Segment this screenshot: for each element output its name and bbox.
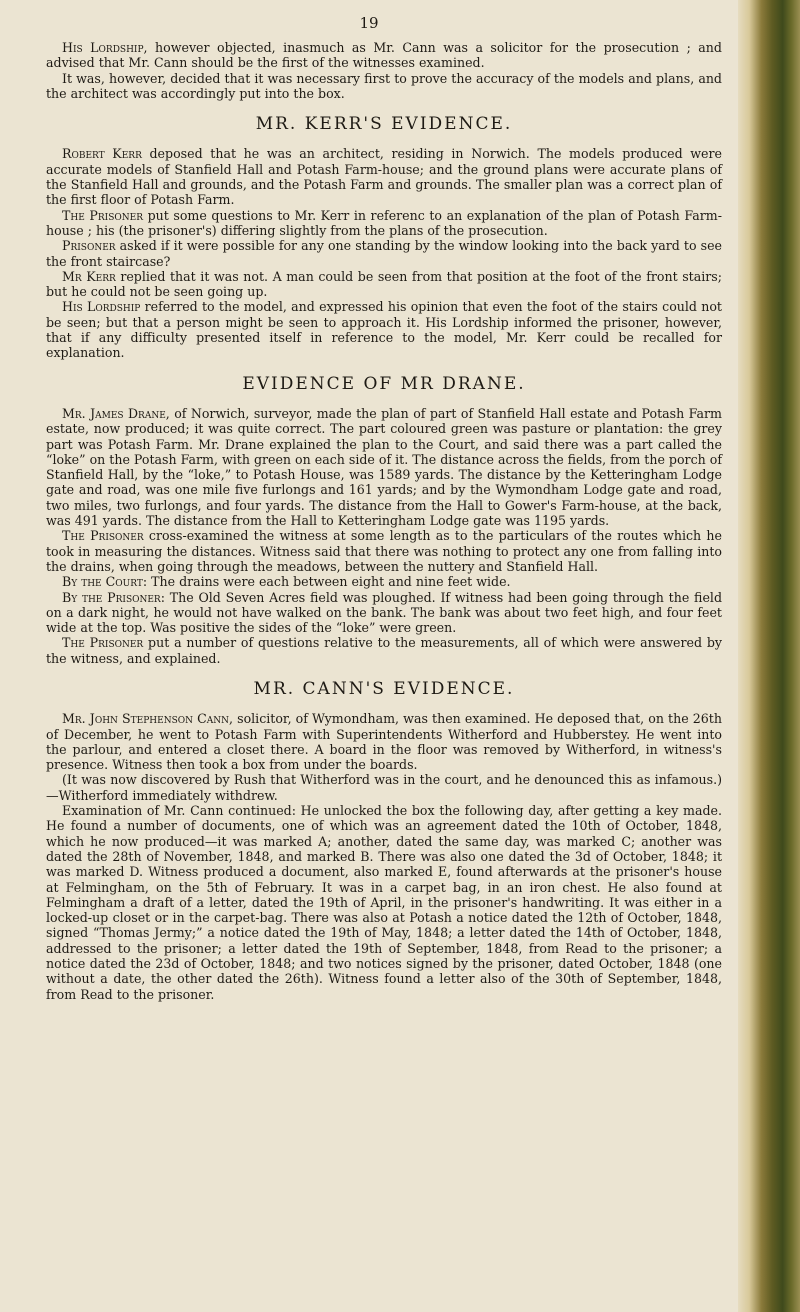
kerr-paragraph: Prisoner asked if it were possible for any one standing by the window looking into the back yard to see the front staircase? xyxy=(46,238,722,269)
page-body xyxy=(46,40,722,1002)
section-heading-drane: EVIDENCE OF MR DRANE. xyxy=(242,373,526,394)
drane-paragraph: By the Court: The drains were each between eight and nine feet wide. xyxy=(62,574,511,590)
drane-paragraph: The Prisoner cross-examined the witness at some length as to the particulars of the routes which he took in measuring the distances. Witness said that there was nothing to protect any one from falling into the drains, when going through the meadows, between the nuttery and Stanfield Hall. xyxy=(46,528,722,574)
page-number: 19 xyxy=(359,14,379,32)
cann-paragraph: Mr. John Stephenson Cann, solicitor, of Wymondham, was then examined. He deposed that, on the 26th of December, he went to Potash Farm with Superintendents Witherford and Hubberstey. He went into the parlour, and entered a closet there. A board in the floor was removed by Witherford, in witness's presence. Witness then took a box from under the boards. xyxy=(46,711,722,773)
kerr-paragraph: His Lordship referred to the model, and expressed his opinion that even the foot of the stairs could not be seen; but that a person might be seen to approach it. His Lordship informed the prisoner, however, that if any difficulty presented itself in reference to the model, Mr. Kerr could be recalled for explanation. xyxy=(46,299,722,361)
cann-paragraph: (It was now discovered by Rush that Witherford was in the court, and he denounced this as infamous.)—Witherford immediately withdrew. xyxy=(46,772,722,803)
kerr-paragraph: Mr Kerr replied that it was not. A man could be seen from that position at the foot of the front stairs; but he could not be seen going up. xyxy=(46,268,722,300)
kerr-paragraph: Robert Kerr deposed that he was an architect, residing in Norwich. The models produced were accurate models of Stanfield Hall and Potash Farm-house; and the ground plans were accurate plans of the Stanfield Hall and grounds, and the Potash Farm and grounds. The smaller plan was a correct plan of the first floor of Potash Farm. xyxy=(46,146,722,208)
kerr-paragraph: The Prisoner put some questions to Mr. Kerr in referenc to an explanation of the plan of Potash Farm-house ; his (the prisoner's) differing slightly from the plans of the prosecution. xyxy=(46,207,722,238)
drane-paragraph: Mr. James Drane, of Norwich, surveyor, made the plan of part of Stanfield Hall estate and Potash Farm estate, now produced; it was quite correct. The part coloured green was pasture or plantation: the grey part was Potash Farm. Mr. Drane explained the plan to the Court, and said there was a part called the “loke” on the Potash Farm, with green on each side of it. The distance across the fields, from the porch of Stanfield Hall, by the “loke,” to Potash House, was 1589 yards. The distance by the Ketteringham Lodge gate and road, was one mile five furlongs and 161 yards; and by the Wymondham Lodge gate and road, two miles, two furlongs, and four yards. The distance from the Hall to Gower's Farm-house, at the back, was 491 yards. The distance from the Hall to Ketteringham Lodge gate was 1195 yards. xyxy=(46,405,722,529)
binding-edge xyxy=(738,0,800,1312)
section-heading-cann: MR. CANN'S EVIDENCE. xyxy=(253,678,515,699)
cann-paragraph: Examination of Mr. Cann continued: He unlocked the box the following day, after getting a key made. He found a number of documents, one of which was an agreement dated the 10th of October, 1848, which he now produced—it was marked A; another, dated the same day, was marked C; another was dated the 28th of November, 1848, and marked B. There was also one dated the 3d of October, 1848; it was marked D. Witness produced a document, also marked E, found afterwards at the prisoner's house at Felmingham, on the 5th of February. It was in a carpet bag, in an iron chest. He also found at Felmingham a draft of a letter, dated the 19th of April, in the prisoner's handwriting. It was either in a locked-up closet or in the carpet-bag. There was also at Potash a notice dated the 12th of October, 1848, signed “Thomas Jermy;” a notice dated the 19th of May, 1848; a letter dated the 14th of October, 1848, addressed to the prisoner; a letter dated the 19th of September, 1848, from Read to the prisoner; a notice dated the 23d of October, 1848; and two notices signed by the prisoner, dated October, 1848 (one without a date, the other dated the 26th). Witness found a letter also of the 30th of September, 1848, from Read to the prisoner. xyxy=(46,803,722,1002)
intro-paragraph: His Lordship, however objected, inasmuch as Mr. Cann was a solicitor for the prosecution ; and advised that Mr. Cann should be the first of the witnesses examined. xyxy=(46,40,722,71)
drane-paragraph: The Prisoner put a number of questions relative to the measurements, all of which were answered by the witness, and explained. xyxy=(46,635,722,666)
drane-paragraph: By the Prisoner: The Old Seven Acres field was ploughed. If witness had been going through the field on a dark night, he would not have walked on the bank. The bank was about two feet high, and four feet wide at the top. Was positive the sides of the “loke” were green. xyxy=(46,589,723,636)
section-heading-kerr: MR. KERR'S EVIDENCE. xyxy=(255,114,513,135)
intro-paragraph: It was, however, decided that it was necessary first to prove the accuracy of the models and plans, and the architect was accordingly put into the box. xyxy=(46,70,722,101)
